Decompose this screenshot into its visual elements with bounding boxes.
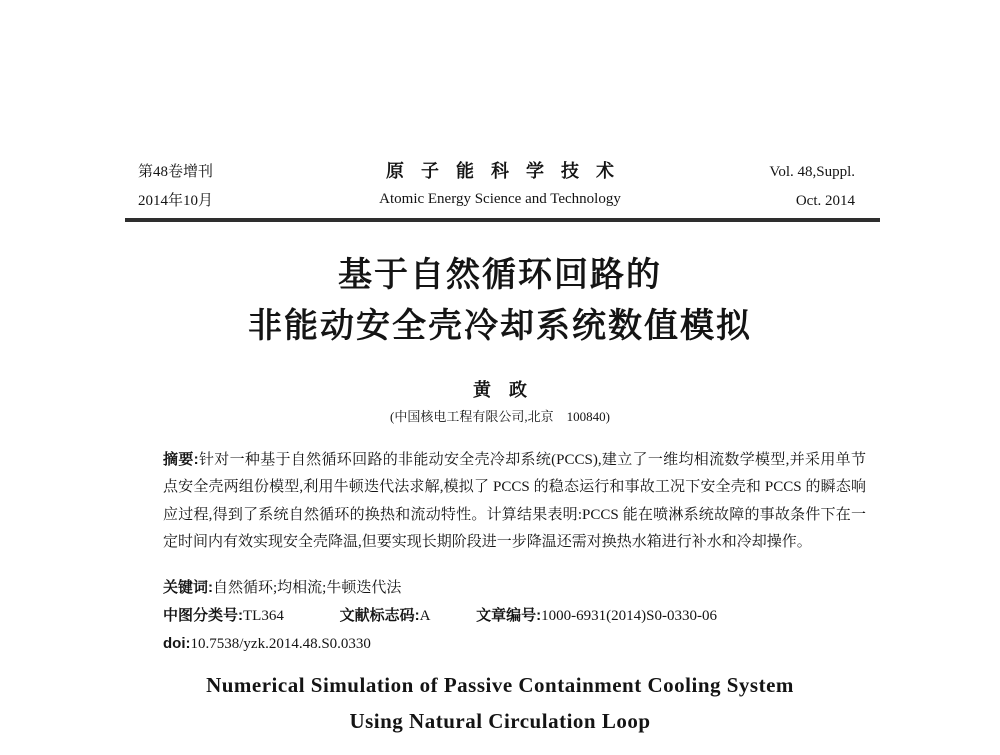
article-id [476, 605, 717, 627]
keywords-row [163, 577, 866, 599]
article-title-cn-line1: 基于自然循环回路的 [338, 256, 662, 294]
document-code-value: A [419, 608, 431, 624]
doi-value: 10.7538/yzk.2014.48.S0.0330 [190, 636, 371, 652]
header-divider-rule [125, 218, 880, 222]
abstract-label: 摘要: [163, 451, 199, 468]
clc-number [163, 605, 284, 627]
article-title-en-line2: Using Natural Circulation Loop [349, 709, 651, 733]
abstract-paragraph [163, 446, 866, 557]
article-id-value: 1000-6931(2014)S0-0330-06 [541, 608, 717, 624]
journal-volume-cn: 第48卷增刊 [138, 164, 214, 180]
document-code-label: 文献标志码: [339, 607, 420, 624]
journal-title-cn: 原子能科学技术 [386, 161, 631, 181]
doi-label: doi: [163, 635, 191, 652]
clc-value: TL364 [243, 608, 284, 624]
article-title-cn-line2: 非能动安全壳冷却系统数值模拟 [248, 307, 752, 345]
journal-header-right [769, 158, 855, 216]
article-title-cn [0, 250, 1000, 352]
keywords-label: 关键词: [163, 579, 213, 596]
classification-meta-row [163, 605, 883, 627]
abstract-text: 针对一种基于自然循环回路的非能动安全壳冷却系统(PCCS),建立了一维均相流数学模型,并采用单节点安全壳两组份模型,利用牛顿迭代法求解,模拟了 PCCS 的稳态运行和事故工况下安全壳和 PCCS 的瞬态响应过程,得到了系统自然循环的换热和流动特性。计算结果表明:PCCS 能在喷淋系统故障的事故条件下在一定时间内有效实现安全壳降温,但要实现长期阶段进一步降温还需对换热水箱进行补水和冷却操作。 [163, 452, 866, 551]
author-name: 黄 政 [473, 380, 527, 400]
clc-label: 中图分类号: [163, 607, 243, 624]
journal-date-en: Oct. 2014 [795, 193, 855, 209]
author-affiliation: (中国核电工程有限公司,北京 100840) [390, 409, 610, 424]
article-title-en [0, 667, 1000, 739]
keywords-text: 自然循环;均相流;牛顿迭代法 [213, 580, 402, 596]
journal-date-cn: 2014年10月 [138, 193, 214, 209]
journal-title-en: Atomic Energy Science and Technology [379, 191, 621, 207]
doi-row [163, 633, 371, 655]
article-title-en-line1: Numerical Simulation of Passive Containment Cooling System [206, 673, 794, 697]
document-code [340, 605, 431, 627]
article-id-label: 文章编号: [476, 607, 542, 624]
journal-volume-en: Vol. 48,Suppl. [769, 164, 855, 180]
